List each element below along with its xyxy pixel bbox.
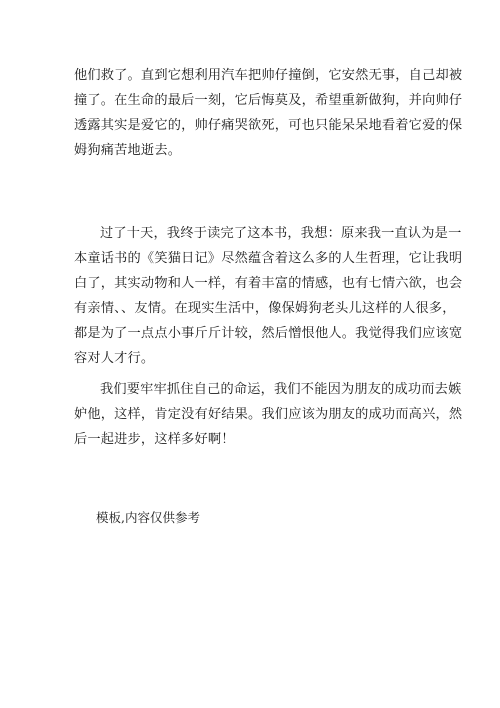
paragraph-line: 本童话书的《笑猫日记》尽然蕴含着这么多的人生哲理，它让我明 bbox=[74, 251, 463, 266]
paragraph-3 bbox=[74, 377, 463, 452]
paragraph-line: 妒他，这样，肯定没有好结果。我们应该为朋友的成功而高兴，然 bbox=[74, 407, 463, 422]
paragraph-line: 透露其实是爱它的，帅仔痛哭欲死，可也只能呆呆地看着它爱的保 bbox=[74, 118, 463, 133]
paragraph-line: 我们要牢牢抓住自己的命运，我们不能因为朋友的成功而去嫉 bbox=[100, 382, 462, 397]
paragraph-1 bbox=[74, 63, 463, 163]
paragraph-line: 有亲情、、友情。在现实生活中，像保姆狗老头儿这样的人很多， bbox=[74, 301, 456, 316]
paragraph-line: 容对人才行。 bbox=[74, 351, 155, 366]
paragraph-line: 都是为了一点点小事斤斤计较，然后憎恨他人。我觉得我们应该宽 bbox=[74, 326, 463, 341]
paragraph-line: 他们救了。直到它想利用汽车把帅仔撞倒，它安然无事，自己却被 bbox=[74, 68, 463, 83]
paragraph-line: 白了，其实动物和人一样，有着丰富的情感，也有七情六欲，也会 bbox=[74, 276, 463, 291]
template-disclaimer: 模板,内容仅供参考 bbox=[96, 510, 200, 525]
paragraph-line: 撞了。在生命的最后一刻，它后悔莫及，希望重新做狗，并向帅仔 bbox=[74, 93, 463, 108]
paragraph-line: 后一起进步，这样多好啊！ bbox=[74, 432, 235, 447]
paragraph-line: 过了十天，我终于读完了这本书，我想：原来我一直认为是一 bbox=[100, 226, 462, 241]
paragraph-2 bbox=[74, 221, 463, 371]
paragraph-line: 姆狗痛苦地逝去。 bbox=[74, 143, 182, 158]
